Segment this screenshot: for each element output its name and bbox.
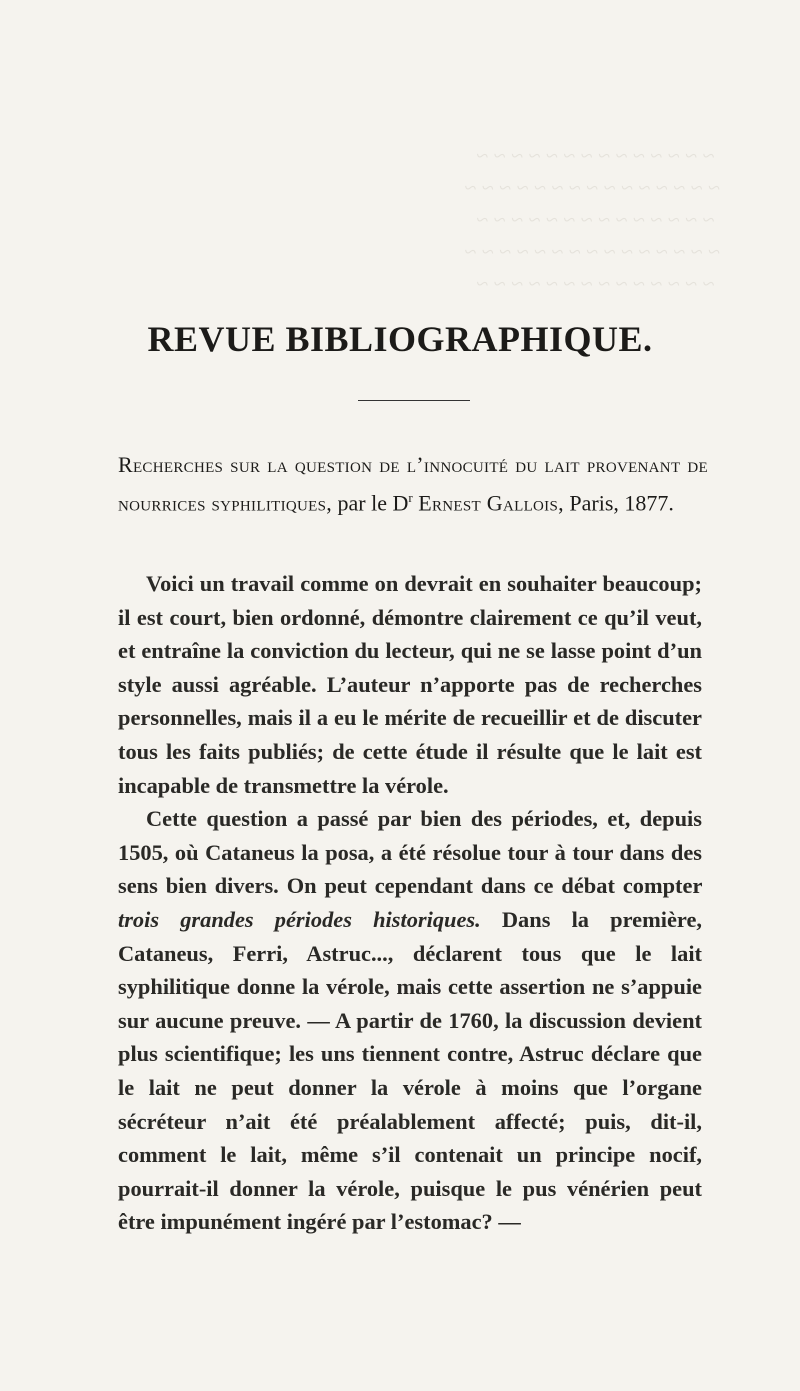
title-divider (358, 400, 470, 401)
paragraph-1: Voici un travail comme on devrait en souhaiter beaucoup; il est court, bien ordonné, démontre clairement ce qu’il veut, et entraîne la conviction du lecteur, qui ne se lasse point d’un style aussi agréable. L’auteur n’apporte pas de recherches personnelles, mais il a eu le mérite de recueillir et de discuter tous les faits publiés; de cette étude il résulte que le lait est incapable de transmettre la vérole. (118, 571, 702, 798)
bleed-through-texture: ~ ~ ~ ~ ~ ~ ~ ~ ~ ~ ~ ~ ~ ~ ~ ~ ~ ~ ~ ~ ~ ~ ~ ~ ~ ~ ~ ~ ~ ~ ~ ~ ~ ~ ~ ~ ~ ~ ~ ~ ~ ~ ~ ~ ~ ~ ~ ~ ~ ~ ~ ~ ~ ~ ~ ~ ~ ~ ~ ~ ~ ~ ~ ~ ~ ~ ~ ~ ~ ~ ~ ~ (464, 143, 720, 296)
paragraph-2 (118, 802, 702, 1239)
article-by: par le D (337, 490, 409, 516)
paragraph-2-before: Cette question a passé par bien des périodes, et, depuis 1505, où Cataneus la posa, a été résolue tour à tour dans des sens bien divers. On peut cependant dans ce débat compter (118, 806, 702, 899)
article-body (118, 567, 702, 1239)
article-title: Recherches sur la question de l’innocuité du lait provenant de nourrices syphilitiques, (118, 452, 708, 516)
paragraph-2-italic: trois grandes périodes historiques. (118, 906, 481, 932)
section-title: REVUE BIBLIOGRAPHIQUE. (147, 319, 653, 359)
article-author: Ernest Gallois, (418, 490, 564, 516)
paragraph-2-after: Dans la première, Cataneus, Ferri, Astruc..., déclarent tous que le lait syphilitique donne la vérole, mais cette assertion ne s’appuie sur aucune preuve. — A partir de 1760, la discussion devient plus scientifique; les uns tiennent contre, Astruc déclare que le lait ne peut donner la vérole à moins que l’organe sécréteur n’ait été préalablement affecté; puis, dit-il, comment le lait, même s’il contenait un principe nocif, pourrait-il donner la vérole, puisque le pus vénérien peut être impunément ingéré par l’estomac? — (118, 906, 702, 1235)
doctor-abbrev-sup: r (408, 490, 413, 505)
article-place-date: Paris, 1877. (569, 490, 674, 516)
article-heading (118, 448, 708, 519)
